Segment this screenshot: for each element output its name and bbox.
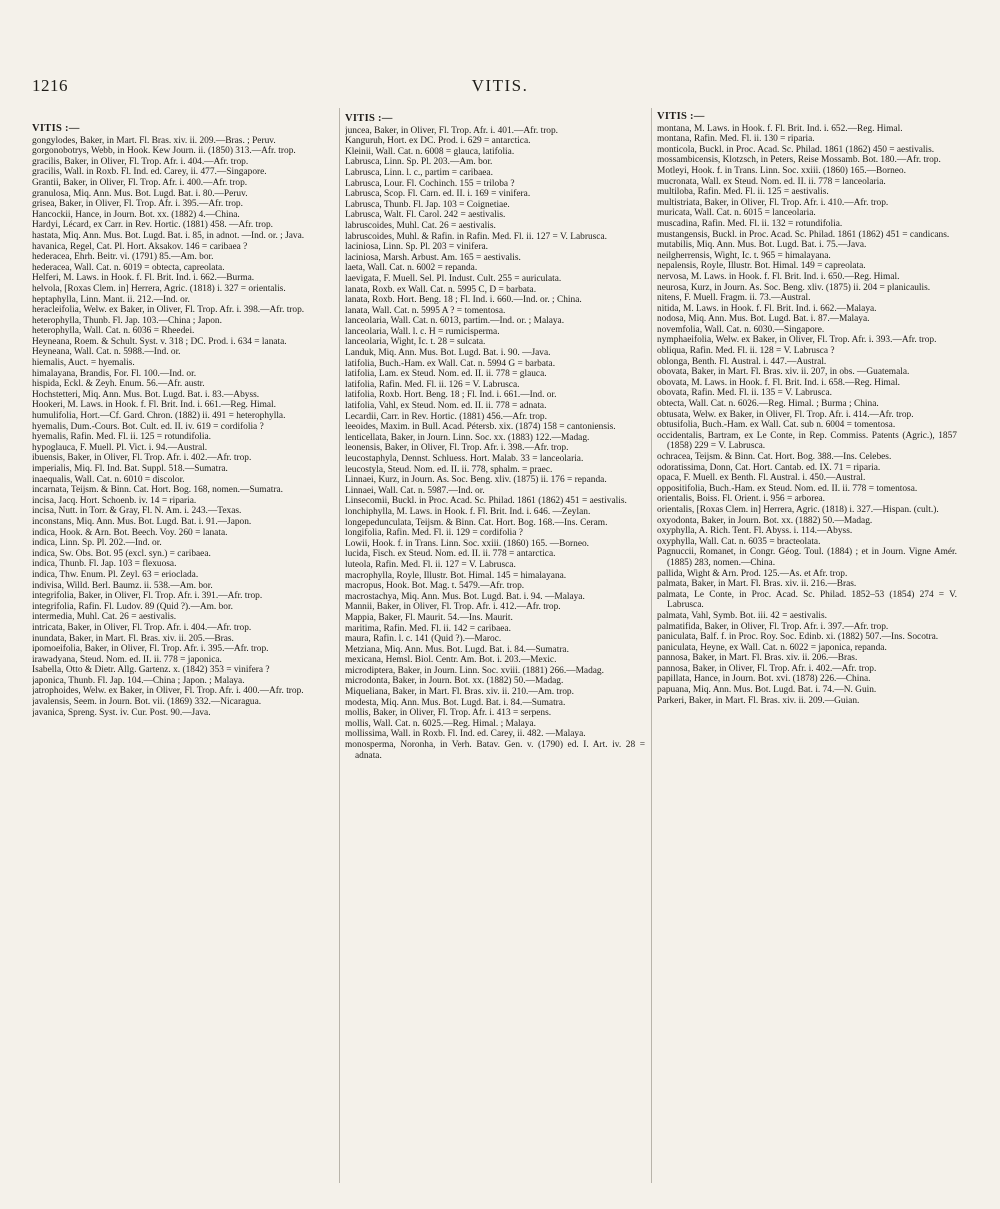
index-entry: neilgherrensis, Wight, Ic. t. 965 = himalayana. — [657, 250, 831, 261]
index-entry: lanceolaria, Wight, Ic. t. 28 = sulcata. — [345, 337, 486, 348]
index-entry: Lecardii, Carr. in Rev. Hortic. (1881) 456.—Afr. trop. — [345, 411, 547, 422]
index-entry: imperialis, Miq. Fl. Ind. Bat. Suppl. 518.—Sumatra. — [32, 464, 228, 474]
index-entry: lanceolaria, Wall. l. c. H = rumicisperma. — [345, 326, 500, 337]
index-entry: Parkeri, Baker, in Mart. Fl. Bras. xiv. ii. 209.—Guian. — [657, 695, 860, 706]
index-entry: oblonga, Benth. Fl. Austral. i. 447.—Austral. — [657, 356, 827, 367]
index-entry: neurosa, Kurz, in Journ. As. Soc. Beng. xliv. (1875) ii. 204 = planicaulis. — [657, 282, 931, 293]
index-entry: javalensis, Seem. in Journ. Bot. vii. (1869) 332.—Nicaragua. — [32, 697, 262, 708]
index-entry: Hancockii, Hance, in Journ. Bot. xx. (1882) 4.—China. — [32, 209, 240, 220]
index-entry: Hardyi, Lécard, ex Carr. in Rev. Hortic. (1881) 458. —Afr. trop. — [32, 220, 273, 231]
index-entry: Hookeri, M. Laws. in Hook. f. Fl. Brit. Ind. i. 661.—Reg. Himal. — [32, 400, 276, 411]
index-entry: hispida, Eckl. & Zeyh. Enum. 56.—Afr. austr. — [32, 379, 205, 390]
index-entry: mollis, Baker, in Oliver, Fl. Trop. Afr. i. 413 = serpens. — [345, 708, 552, 719]
index-entry: mexicana, Hemsl. Biol. Centr. Am. Bot. i. 203.—Mexic. — [345, 655, 557, 666]
column-divider — [339, 108, 340, 1183]
index-entry: Grantii, Baker, in Oliver, Fl. Trop. Afr. i. 400.—Afr. trop. — [32, 177, 248, 188]
index-entry: inconstans, Miq. Ann. Mus. Bot. Lugd. Bat. i. 91.—Japon. — [32, 516, 252, 527]
index-entry: lanata, Roxb. Hort. Beng. 18 ; Fl. Ind. i. 660.—Ind. or. ; China. — [345, 295, 582, 306]
column-heading: VITIS :— — [32, 124, 80, 134]
index-entry: ibuensis, Baker, in Oliver, Fl. Trop. Afr. i. 402.—Afr. trop. — [32, 453, 252, 464]
index-entry: hederacea, Wall. Cat. n. 6019 = obtecta, capreolata. — [32, 262, 225, 273]
index-entry: hyemalis, Dum.-Cours. Bot. Cult. ed. II. iv. 619 = cordifolia ? — [32, 421, 264, 432]
index-entry: hypoglauca, F. Muell. Pl. Vict. i. 94.—Austral. — [32, 442, 208, 453]
index-entry: mucronata, Wall. ex Steud. Nom. ed. II. ii. 778 = lanceolaria. — [657, 176, 886, 187]
index-entry: Landuk, Miq. Ann. Mus. Bot. Lugd. Bat. i. 90. —Java. — [345, 348, 551, 359]
index-entry: Lowii, Hook. f. in Trans. Linn. Soc. xxiii. (1860) 165. —Borneo. — [345, 538, 590, 549]
index-entry: montana, M. Laws. in Hook. f. Fl. Brit. Ind. i. 652.—Reg. Himal. — [657, 123, 903, 134]
index-entry: obtusata, Welw. ex Baker, in Oliver, Fl. Trop. Afr. i. 414.—Afr. trop. — [657, 409, 914, 420]
index-entry: indica, Thunb. Fl. Jap. 103 = flexuosa. — [32, 559, 177, 570]
index-entry: lonchiphylla, M. Laws. in Hook. f. Fl. Brit. Ind. i. 646. —Zeylan. — [345, 506, 591, 517]
index-entry: Motleyi, Hook. f. in Trans. Linn. Soc. xxiii. (1860) 165.—Borneo. — [657, 165, 906, 176]
index-entry: Pagnuccii, Romanet, in Congr. Géog. Toul. (1884) ; et in Journ. Vigne Amér. (1885) 283, nomen.—China. — [657, 547, 957, 568]
index-entry: latifolia, Buch.-Ham. ex Wall. Cat. n. 5994 G = barbata. — [345, 358, 556, 369]
index-entry: macropus, Hook. Bot. Mag. t. 5479.—Afr. trop. — [345, 581, 525, 592]
index-entry: oxyphylla, Wall. Cat. n. 6035 = bracteolata. — [657, 536, 821, 547]
index-entry: indica, Hook. & Arn. Bot. Beech. Voy. 260 = lanata. — [32, 527, 228, 538]
index-entry: maura, Rafin. l. c. 141 (Quid ?).—Maroc. — [345, 634, 502, 645]
index-entry: hastata, Miq. Ann. Mus. Bot. Lugd. Bat. i. 85, in adnot. —Ind. or. ; Java. — [32, 230, 305, 241]
column-heading: VITIS :— — [657, 112, 705, 122]
index-entry: Mappia, Baker, Fl. Maurit. 54.—Ins. Maurit. — [345, 612, 513, 623]
index-entry: Labrusca, Walt. Fl. Carol. 242 = aestivalis. — [345, 210, 506, 221]
index-entry: maritima, Rafin. Med. Fl. ii. 142 = caribaea. — [345, 623, 511, 634]
index-entry: lanata, Wall. Cat. n. 5995 A ? = tomentosa. — [345, 305, 506, 316]
index-entry: mollis, Wall. Cat. n. 6025.—Reg. Himal. ; Malaya. — [345, 718, 536, 729]
index-entry: nitida, M. Laws. in Hook. f. Fl. Brit. Ind. i. 662.—Malaya. — [657, 303, 877, 314]
index-entry: integrifolia, Rafin. Fl. Ludov. 89 (Quid ?).—Am. bor. — [32, 601, 233, 612]
index-entry: gorgonobotrys, Webb, in Hook. Kew Journ. ii. (1850) 313.—Afr. trop. — [32, 146, 296, 157]
index-entry: longepedunculata, Teijsm. & Binn. Cat. Hort. Bog. 168.—Ins. Ceram. — [345, 517, 608, 528]
index-entry: helvola, [Roxas Clem. in] Herrera, Agric. (1818) i. 327 = orientalis. — [32, 283, 286, 294]
index-entry: javanica, Spreng. Syst. iv. Cur. Post. 90.—Java. — [32, 707, 211, 718]
index-entry: Labrusca, Thunb. Fl. Jap. 103 = Coignetiae. — [345, 199, 510, 210]
index-entry: Metziana, Miq. Ann. Mus. Bot. Lugd. Bat. i. 84.—Sumatra. — [345, 644, 569, 655]
index-entry: laevigata, F. Muell. Sel. Pl. Indust. Cult. 255 = auriculata. — [345, 273, 562, 284]
index-entry: muricata, Wall. Cat. n. 6015 = lanceolaria. — [657, 208, 816, 219]
index-entry: muscadina, Rafin. Med. Fl. ii. 132 = rotundifolia. — [657, 218, 843, 229]
index-entry: indica, Sw. Obs. Bot. 95 (excl. syn.) = caribaea. — [32, 548, 211, 559]
index-entry: havanica, Regel, Cat. Pl. Hort. Aksakov. 146 = caribaea ? — [32, 241, 248, 252]
index-entry: pannosa, Baker, in Oliver, Fl. Trop. Afr. i. 402.—Afr. trop. — [657, 663, 877, 674]
index-entry: nymphaeifolia, Welw. ex Baker, in Oliver, Fl. Trop. Afr. i. 393.—Afr. trop. — [657, 335, 937, 346]
index-entry: labruscoides, Muhl. & Rafin. in Rafin. Med. Fl. ii. 127 = V. Labrusca. — [345, 231, 607, 242]
index-entry: palmata, Le Conte, in Proc. Acad. Sc. Philad. 1852–53 (1854) 274 = V. Labrusca. — [657, 589, 957, 611]
index-entry: Kanguruh, Hort. ex DC. Prod. i. 629 = antarctica. — [345, 136, 531, 147]
index-entry: macrophylla, Royle, Illustr. Bot. Himal. 145 = himalayana. — [345, 570, 567, 581]
index-entry: opaca, F. Muell. ex Benth. Fl. Austral. i. 450.—Austral. — [657, 473, 866, 484]
index-entry: inaequalis, Wall. Cat. n. 6010 = discolor. — [32, 474, 185, 485]
index-entry: intricata, Baker, in Oliver, Fl. Trop. Afr. i. 404.—Afr. trop. — [32, 622, 252, 633]
index-entry: hiemalis, Auct. = hyemalis. — [32, 358, 135, 369]
index-entry: paniculata, Heyne, ex Wall. Cat. n. 6022 = japonica, repanda. — [657, 642, 887, 653]
index-entry: nitens, F. Muell. Fragm. ii. 73.—Austral. — [657, 293, 811, 304]
index-entry: longifolia, Rafin. Med. Fl. ii. 129 = cordifolia ? — [345, 528, 523, 539]
index-entry: latifolia, Roxb. Hort. Beng. 18 ; Fl. Ind. i. 661.—Ind. or. — [345, 390, 557, 401]
index-entry: obtecta, Wall. Cat. n. 6026.—Reg. Himal. ; Burma ; China. — [657, 399, 879, 410]
index-entry: obliqua, Rafin. Med. Fl. ii. 128 = V. Labrusca ? — [657, 346, 835, 357]
index-entry: labruscoides, Muhl. Cat. 26 = aestivalis. — [345, 220, 496, 231]
index-entry: heterophylla, Wall. Cat. n. 6036 = Rheedei. — [32, 326, 195, 337]
index-entry: multiloba, Rafin. Med. Fl. ii. 125 = aestivalis. — [657, 187, 829, 198]
index-entry: leucostyla, Steud. Nom. ed. II. ii. 778, sphalm. = praec. — [345, 464, 553, 475]
index-entry: macrostachya, Miq. Ann. Mus. Bot. Lugd. Bat. i. 94. —Malaya. — [345, 591, 585, 602]
index-entry: montana, Rafin. Med. Fl. ii. 130 = riparia. — [657, 134, 815, 145]
index-entry: nervosa, M. Laws. in Hook. f. Fl. Brit. Ind. i. 650.—Reg. Himal. — [657, 271, 900, 282]
index-entry: Linnaei, Kurz, in Journ. As. Soc. Beng. xliv. (1875) ii. 176 = repanda. — [345, 475, 607, 486]
index-entry: papuana, Miq. Ann. Mus. Bot. Lugd. Bat. i. 74.—N. Guin. — [657, 685, 877, 696]
index-entry: gracilis, Wall. in Roxb. Fl. Ind. ed. Carey, ii. 477.—Singapore. — [32, 167, 267, 178]
index-entry: papillata, Hance, in Journ. Bot. xvi. (1878) 226.—China. — [657, 674, 871, 685]
index-entry: laeta, Wall. Cat. n. 6002 = repanda. — [345, 263, 478, 274]
index-entry: heracleifolia, Welw. ex Baker, in Oliver, Fl. Trop. Afr. i. 398.—Afr. trop. — [32, 305, 305, 316]
index-entry: palmata, Baker, in Mart. Fl. Bras. xiv. ii. 216.—Bras. — [657, 579, 857, 590]
index-entry: Mannii, Baker, in Oliver, Fl. Trop. Afr. i. 412.—Afr. trop. — [345, 602, 561, 613]
index-entry: Heyneana, Roem. & Schult. Syst. v. 318 ; DC. Prod. i. 634 = lanata. — [32, 336, 287, 347]
index-entry: lanata, Roxb. ex Wall. Cat. n. 5995 C, D = barbata. — [345, 284, 537, 295]
index-entry: multistriata, Baker, in Oliver, Fl. Trop. Afr. i. 410.—Afr. trop. — [657, 197, 889, 208]
index-entry: inundata, Baker, in Mart. Fl. Bras. xiv. ii. 205.—Bras. — [32, 633, 234, 644]
index-entry: monosperma, Noronha, in Verh. Batav. Gen. v. (1790) ed. I. Art. iv. 28 = adnata. — [345, 740, 645, 761]
index-entry: microdiptera, Baker, in Journ. Linn. Soc. xviii. (1881) 266.—Madag. — [345, 665, 604, 676]
index-entry: Labrusca, Lour. Fl. Cochinch. 155 = triloba ? — [345, 178, 515, 189]
index-entry: grisea, Baker, in Oliver, Fl. Trop. Afr. i. 395.—Afr. trop. — [32, 199, 243, 210]
index-entry: heptaphylla, Linn. Mant. ii. 212.—Ind. or. — [32, 294, 190, 305]
index-entry: latifolia, Rafin. Med. Fl. ii. 126 = V. Labrusca. — [345, 379, 520, 390]
index-entry: mustangensis, Buckl. in Proc. Acad. Sc. Philad. 1861 (1862) 451 = candicans. — [657, 229, 950, 240]
index-entry: himalayana, Brandis, For. Fl. 100.—Ind. or. — [32, 368, 197, 379]
index-entry: leucostaphyla, Dennst. Schluess. Hort. Malab. 33 = lanceolaria. — [345, 454, 584, 464]
index-entry: humulifolia, Hort.—Cf. Gard. Chron. (1882) ii. 491 = heterophylla. — [32, 411, 286, 422]
index-entry: orientalis, Boiss. Fl. Orient. i. 956 = arborea. — [657, 494, 826, 505]
index-entry: hederacea, Ehrh. Beitr. vi. (1791) 85.—Am. bor. — [32, 252, 214, 263]
index-entry: ochracea, Teijsm. & Binn. Cat. Hort. Bog. 388.—Ins. Celebes. — [657, 452, 892, 462]
index-entry: leeoides, Maxim. in Bull. Acad. Pétersb. xix. (1874) 158 = cantoniensis. — [345, 422, 616, 433]
index-entry: juncea, Baker, in Oliver, Fl. Trop. Afr. i. 401.—Afr. trop. — [345, 125, 559, 136]
index-entry: luteola, Rafin. Med. Fl. ii. 127 = V. Labrusca. — [345, 559, 516, 570]
index-entry: incisa, Nutt. in Torr. & Gray, Fl. N. Am. i. 243.—Texas. — [32, 506, 242, 517]
index-entry: Hochstetteri, Miq. Ann. Mus. Bot. Lugd. Bat. i. 83.—Abyss. — [32, 389, 260, 400]
index-column-2 — [345, 114, 645, 1201]
index-entry: novemfolia, Wall. Cat. n. 6030.—Singapore. — [657, 324, 825, 335]
index-entry: occidentalis, Bartram, ex Le Conte, in Rep. Commiss. Patents (Agric.), 1857 (1858) 229 = V. Labrusca. — [657, 430, 957, 452]
index-entry: oxyphylla, A. Rich. Tent. Fl. Abyss. i. 114.—Abyss. — [657, 526, 853, 537]
index-column-3 — [657, 112, 957, 1201]
index-entry: lanceolaria, Wall. Cat. n. 6013, partim.—Ind. or. ; Malaya. — [345, 316, 565, 327]
index-entry: paniculata, Balf. f. in Proc. Roy. Soc. Edinb. xi. (1882) 507.—Ins. Socotra. — [657, 632, 939, 643]
index-entry: lucida, Fisch. ex Steud. Nom. ed. II. ii. 778 = antarctica. — [345, 549, 556, 560]
index-entry: monticola, Buckl. in Proc. Acad. Sc. Philad. 1861 (1862) 450 = aestivalis. — [657, 144, 935, 155]
index-column-1 — [32, 124, 332, 1201]
index-entry: latifolia, Lam. ex Steud. Nom. ed. II. ii. 778 = glauca. — [345, 369, 547, 380]
index-entry: obovata, M. Laws. in Hook. f. Fl. Brit. Ind. i. 658.—Reg. Himal. — [657, 377, 900, 388]
index-entry: gracilis, Baker, in Oliver, Fl. Trop. Afr. i. 404.—Afr. trop. — [32, 156, 249, 167]
page-number: 1216 — [32, 76, 68, 95]
index-entry: laciniosa, Linn. Sp. Pl. 203 = vinifera. — [345, 242, 489, 253]
index-entry: laciniosa, Marsh. Arbust. Am. 165 = aestivalis. — [345, 252, 521, 263]
index-entry: incisa, Jacq. Hort. Schoenb. iv. 14 = riparia. — [32, 495, 197, 506]
index-entry: Isabella, Otto & Dietr. Allg. Gartenz. x. (1842) 353 = vinifera ? — [32, 665, 270, 676]
index-entry: indica, Linn. Sp. Pl. 202.—Ind. or. — [32, 538, 162, 549]
index-entry: indica, Thw. Enum. Pl. Zeyl. 63 = erioclada. — [32, 569, 199, 580]
index-entry: Miqueliana, Baker, in Mart. Fl. Bras. xiv. ii. 210.—Am. trop. — [345, 687, 574, 698]
index-entry: Labrusca, Linn. l. c., partim = caribaea. — [345, 167, 493, 178]
index-entry: jatrophoides, Welw. ex Baker, in Oliver, Fl. Trop. Afr. i. 400.—Afr. trop. — [32, 686, 304, 697]
index-entry: hyemalis, Rafin. Med. Fl. ii. 125 = rotundifolia. — [32, 432, 211, 443]
column-heading: VITIS :— — [345, 114, 393, 124]
index-entry: mossambicensis, Klotzsch, in Peters, Reise Mossamb. Bot. 180.—Afr. trop. — [657, 155, 941, 166]
index-entry: Heyneana, Wall. Cat. n. 5988.—Ind. or. — [32, 347, 181, 358]
index-entry: pannosa, Baker, in Mart. Fl. Bras. xiv. ii. 206.—Bras. — [657, 653, 858, 664]
index-entry: lenticellata, Baker, in Journ. Linn. Soc. xx. (1883) 122.—Madag. — [345, 432, 590, 443]
index-entry: indivisa, Willd. Berl. Baumz. ii. 538.—Am. bor. — [32, 580, 213, 591]
index-entry: nepalensis, Royle, Illustr. Bot. Himal. 149 = capreolata. — [657, 261, 866, 272]
index-entry: orientalis, [Roxas Clem. in] Herrera, Agric. (1818) i. 327.—Hispan. (cult.). — [657, 504, 939, 515]
index-entry: obovata, Rafin. Med. Fl. ii. 135 = V. Labrusca. — [657, 388, 832, 399]
index-entry: irawadyana, Steud. Nom. ed. II. ii. 778 = japonica. — [32, 654, 222, 665]
index-entry: modesta, Miq. Ann. Mus. Bot. Lugd. Bat. i. 84.—Sumatra. — [345, 697, 566, 708]
index-entry: oxyodonta, Baker, in Journ. Bot. xx. (1882) 50.—Madag. — [657, 515, 873, 526]
index-entry: mutabilis, Miq. Ann. Mus. Bot. Lugd. Bat. i. 75.—Java. — [657, 240, 867, 251]
index-entry: Labrusca, Linn. Sp. Pl. 203.—Am. bor. — [345, 157, 493, 168]
index-entry: mollissima, Wall. in Roxb. Fl. Ind. ed. Carey, ii. 482. —Malaya. — [345, 729, 586, 740]
index-entry: intermedia, Muhl. Cat. 26 = aestivalis. — [32, 612, 177, 623]
index-entry: gongylodes, Baker, in Mart. Fl. Bras. xiv. ii. 209.—Bras. ; Peruv. — [32, 135, 276, 146]
index-entry: oppositifolia, Buch.-Ham. ex Steud. Nom. ed. II. ii. 778 = tomentosa. — [657, 483, 918, 494]
index-entry: incarnata, Teijsm. & Binn. Cat. Hort. Bog. 168, nomen.—Sumatra. — [32, 485, 283, 496]
index-entry: palmata, Vahl, Symb. Bot. iii. 42 = aestivalis. — [657, 610, 827, 621]
index-entry: ipomoeifolia, Baker, in Oliver, Fl. Trop. Afr. i. 395.—Afr. trop. — [32, 644, 269, 655]
index-entry: odoratissima, Donn, Cat. Hort. Cantab. ed. IX. 71 = riparia. — [657, 462, 881, 473]
index-entry: Kleinii, Wall. Cat. n. 6008 = glauca, latifolia. — [345, 146, 515, 157]
index-entry: granulosa, Miq. Ann. Mus. Bot. Lugd. Bat. i. 80.—Peruv. — [32, 188, 248, 199]
index-entry: pallida, Wight & Arn. Prod. 125.—As. et Afr. trop. — [657, 568, 848, 579]
index-entry: Labrusca, Scop. Fl. Carn. ed. II. i. 169 = vinifera. — [345, 189, 531, 200]
index-entry: leonensis, Baker, in Oliver, Fl. Trop. Afr. i. 398.—Afr. trop. — [345, 443, 569, 454]
column-divider — [651, 108, 652, 1183]
index-entry: integrifolia, Baker, in Oliver, Fl. Trop. Afr. i. 391.—Afr. trop. — [32, 591, 263, 602]
index-entry: heterophylla, Thunb. Fl. Jap. 103.—China ; Japon. — [32, 315, 222, 326]
index-entry: obtusifolia, Buch.-Ham. ex Wall. Cat. sub n. 6004 = tomentosa. — [657, 420, 896, 431]
index-entry: obovata, Baker, in Mart. Fl. Bras. xiv. ii. 207, in obs. —Guatemala. — [657, 367, 910, 378]
index-entry: latifolia, Vahl, ex Steud. Nom. ed. II. ii. 778 = adnata. — [345, 401, 547, 412]
index-entry: japonica, Thunb. Fl. Jap. 104.—China ; Japon. ; Malaya. — [32, 675, 245, 686]
index-entry: palmatifida, Baker, in Oliver, Fl. Trop. Afr. i. 397.—Afr. trop. — [657, 621, 889, 632]
index-entry: nodosa, Miq. Ann. Mus. Bot. Lugd. Bat. i. 87.—Malaya. — [657, 314, 870, 325]
index-entry: Helferi, M. Laws. in Hook. f. Fl. Brit. Ind. i. 662.—Burma. — [32, 273, 255, 284]
running-title: VITIS. — [471, 76, 529, 95]
index-entry: microdonta, Baker, in Journ. Bot. xx. (1882) 50.—Madag. — [345, 676, 564, 687]
index-entry: Linsecomii, Buckl. in Proc. Acad. Sc. Philad. 1861 (1862) 451 = aestivalis. — [345, 496, 627, 507]
index-entry: Linnaei, Wall. Cat. n. 5987.—Ind. or. — [345, 485, 485, 496]
